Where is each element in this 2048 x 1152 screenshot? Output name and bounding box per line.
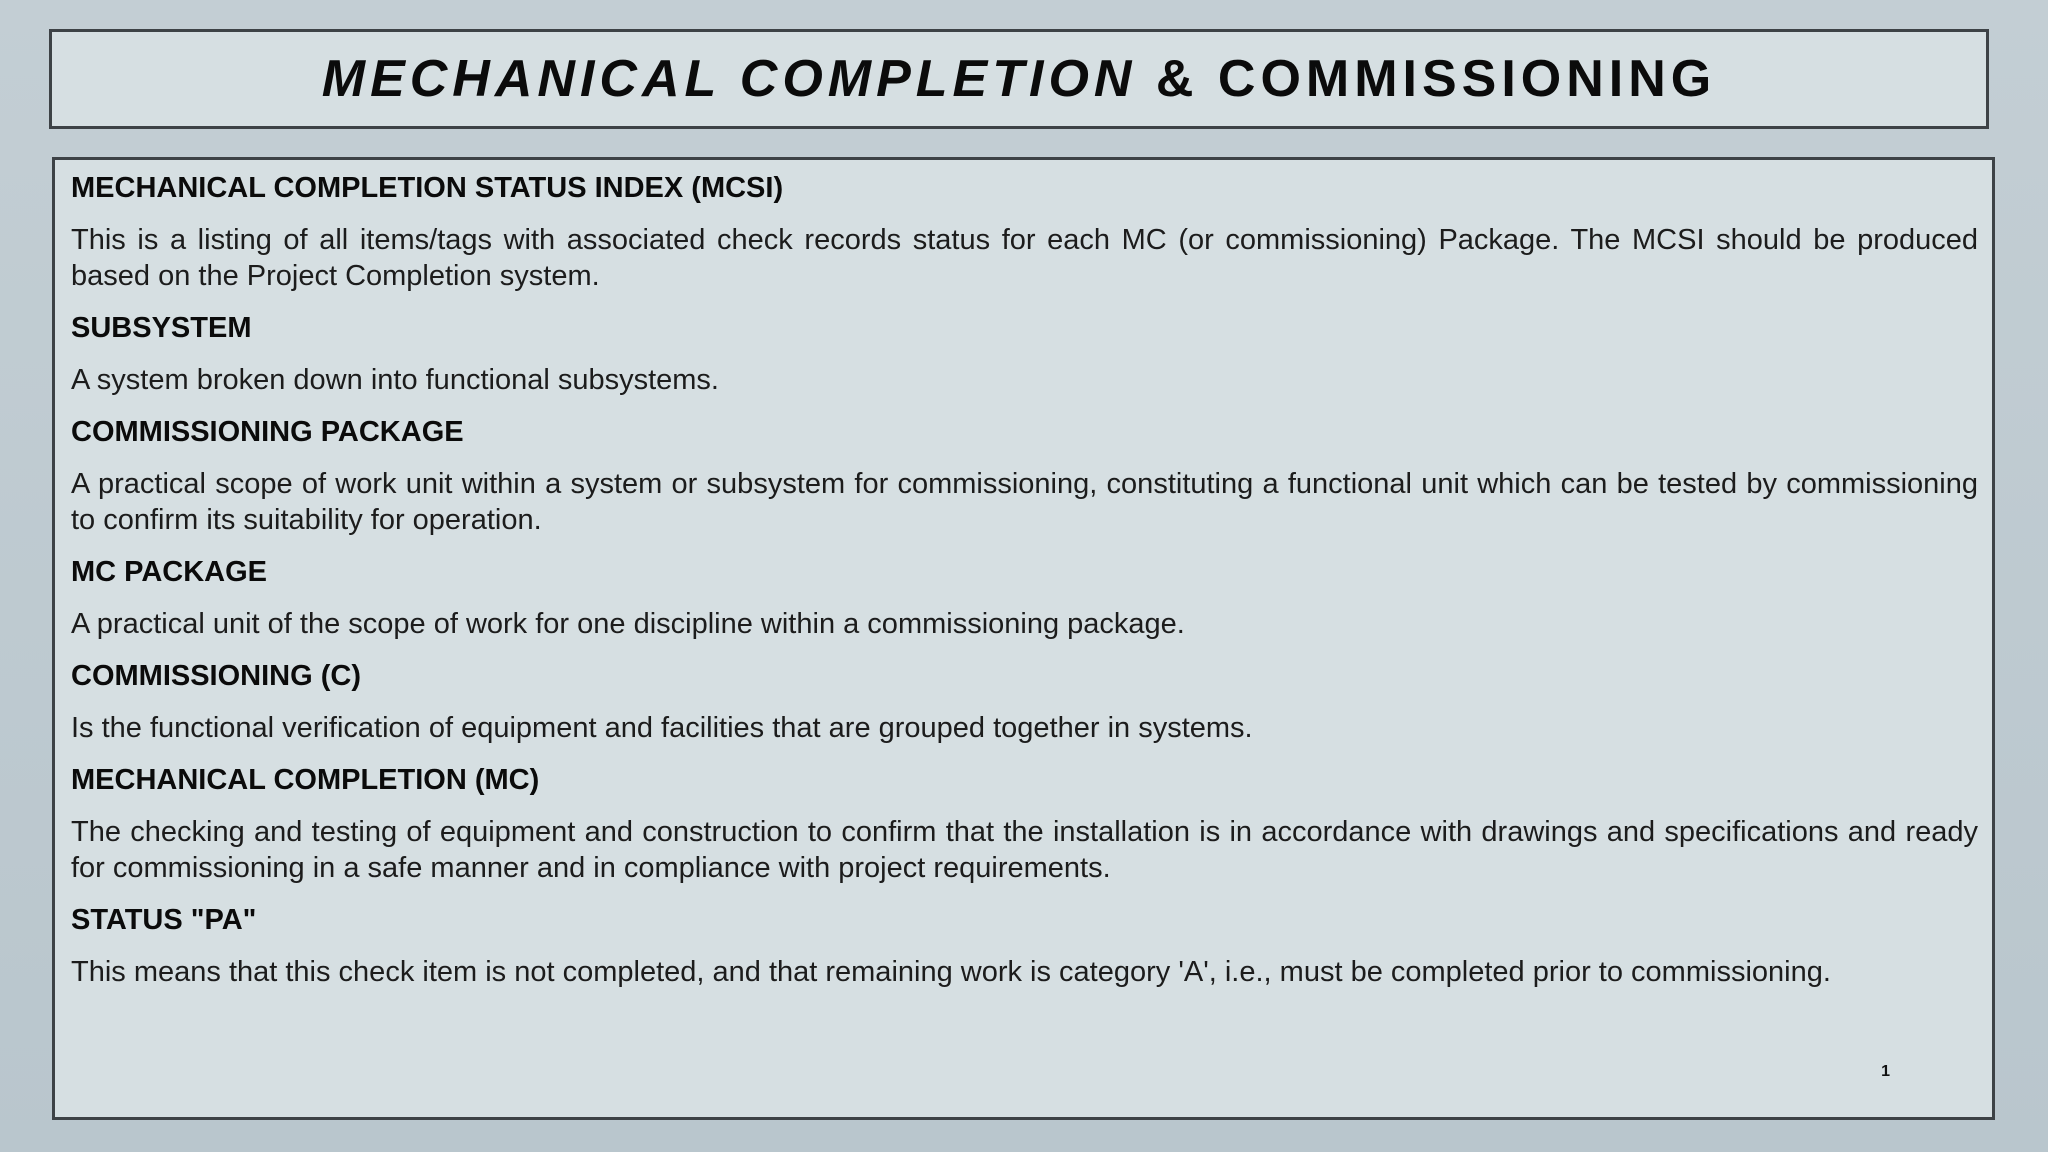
page-title <box>322 49 1717 109</box>
definitions-panel <box>52 157 1995 1120</box>
section-mc-package <box>71 554 1978 642</box>
section-heading: MECHANICAL COMPLETION (MC) <box>71 764 540 796</box>
section-body: This is a listing of all items/tags with associated check records status for each MC (or commissioning) Package. The MCSI should be produced based on the Project Completion system. <box>71 224 1978 292</box>
section-body: This means that this check item is not completed, and that remaining work is category 'A', i.e., must be completed prior to commissioning. <box>71 956 1831 988</box>
section-body: A system broken down into functional subsystems. <box>71 364 719 396</box>
page-number: 1 <box>1881 1063 1890 1080</box>
section-commissioning-package <box>71 414 1978 538</box>
section-heading: COMMISSIONING PACKAGE <box>71 416 464 448</box>
section-body: A practical scope of work unit within a system or subsystem for commissioning, constituting a functional unit which can be tested by commissioning to confirm its suitability for operation. <box>71 468 1978 536</box>
section-mechanical-completion <box>71 762 1978 886</box>
section-subsystem <box>71 310 1978 398</box>
page-title-italic-part: MECHANICAL COMPLETION <box>321 50 1137 108</box>
section-body: A practical unit of the scope of work for one discipline within a commissioning package. <box>71 608 1185 640</box>
section-commissioning <box>71 658 1978 746</box>
section-heading: COMMISSIONING (C) <box>71 660 361 692</box>
section-heading: MECHANICAL COMPLETION STATUS INDEX (MCSI) <box>71 172 784 204</box>
section-mcsi <box>71 170 1978 294</box>
section-heading: STATUS "PA" <box>71 904 257 936</box>
section-status-pa <box>71 902 1978 990</box>
section-heading: MC PACKAGE <box>71 556 268 588</box>
section-heading: SUBSYSTEM <box>71 312 252 344</box>
section-body: The checking and testing of equipment and construction to confirm that the installation is in accordance with drawings and specifications and ready for commissioning in a safe manner and in compliance with project requirements. <box>71 816 1978 884</box>
page-title-regular-part: & COMMISSIONING <box>1136 50 1717 108</box>
section-body: Is the functional verification of equipment and facilities that are grouped together in systems. <box>71 712 1253 744</box>
title-banner <box>49 29 1989 129</box>
